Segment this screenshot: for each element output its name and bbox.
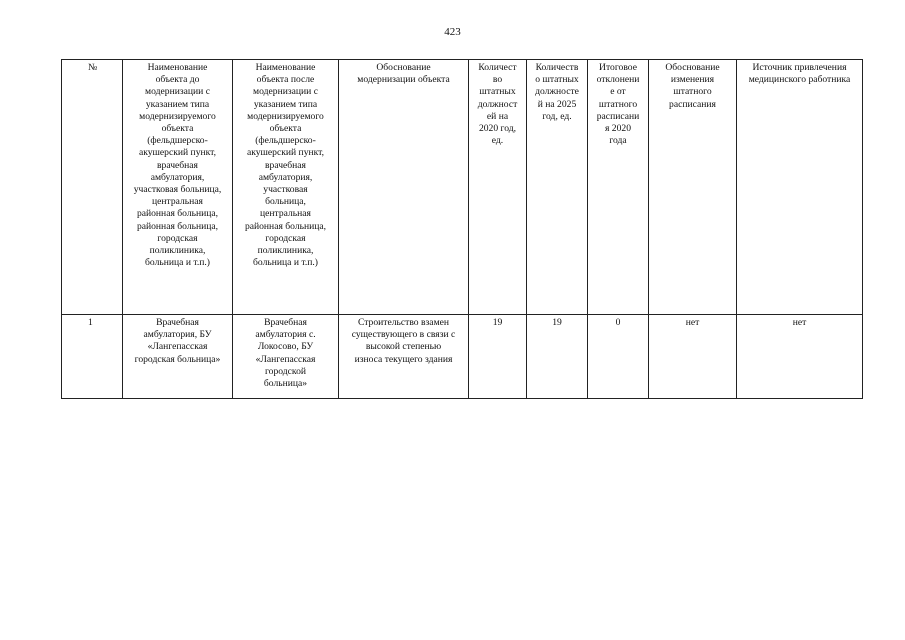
cell-staff-change-reason: нет xyxy=(649,315,737,399)
header-object-before: Наименование объекта до модернизации с указанием типа модернизируемого объекта (фельдшерско- акушерский пункт, врачебная амбулатория, участковая больница, центральная районная больница, районная больница, городская поликлиника, больница и т.п.) xyxy=(123,60,233,315)
table-row xyxy=(62,315,863,399)
page-number: 423 xyxy=(444,26,461,38)
header-object-after: Наименование объекта после модернизации с указанием типа модернизируемого объекта (фельдшерско- акушерский пункт, врачебная амбулатория, участковая больница, центральная районная больница, городская поликлиника, больница и т.п.) xyxy=(233,60,339,315)
cell-object-after: Врачебная амбулатория с. Локосово, БУ «Лангепасская городской больница» xyxy=(233,315,339,399)
header-staff-2020: Количест во штатных должност ей на 2020 год, ед. xyxy=(469,60,527,315)
cell-staff-2025: 19 xyxy=(527,315,588,399)
header-staff-source: Источник привлечения медицинского работника xyxy=(737,60,863,315)
cell-deviation: 0 xyxy=(588,315,649,399)
cell-modernization-reason: Строительство взамен существующего в связи с высокой степенью износа текущего здания xyxy=(339,315,469,399)
modernization-table xyxy=(61,59,863,399)
header-staff-change-reason: Обоснование изменения штатного расписания xyxy=(649,60,737,315)
header-number: № xyxy=(62,60,123,315)
cell-object-before: Врачебная амбулатория, БУ «Лангепасская городская больница» xyxy=(123,315,233,399)
table-header-row xyxy=(62,60,863,315)
header-modernization-reason: Обоснование модернизации объекта xyxy=(339,60,469,315)
header-staff-2025: Количеств о штатных должносте й на 2025 год, ед. xyxy=(527,60,588,315)
cell-staff-2020: 19 xyxy=(469,315,527,399)
cell-staff-source: нет xyxy=(737,315,863,399)
cell-number: 1 xyxy=(62,315,123,399)
header-deviation: Итоговое отклонени е от штатного расписани я 2020 года xyxy=(588,60,649,315)
